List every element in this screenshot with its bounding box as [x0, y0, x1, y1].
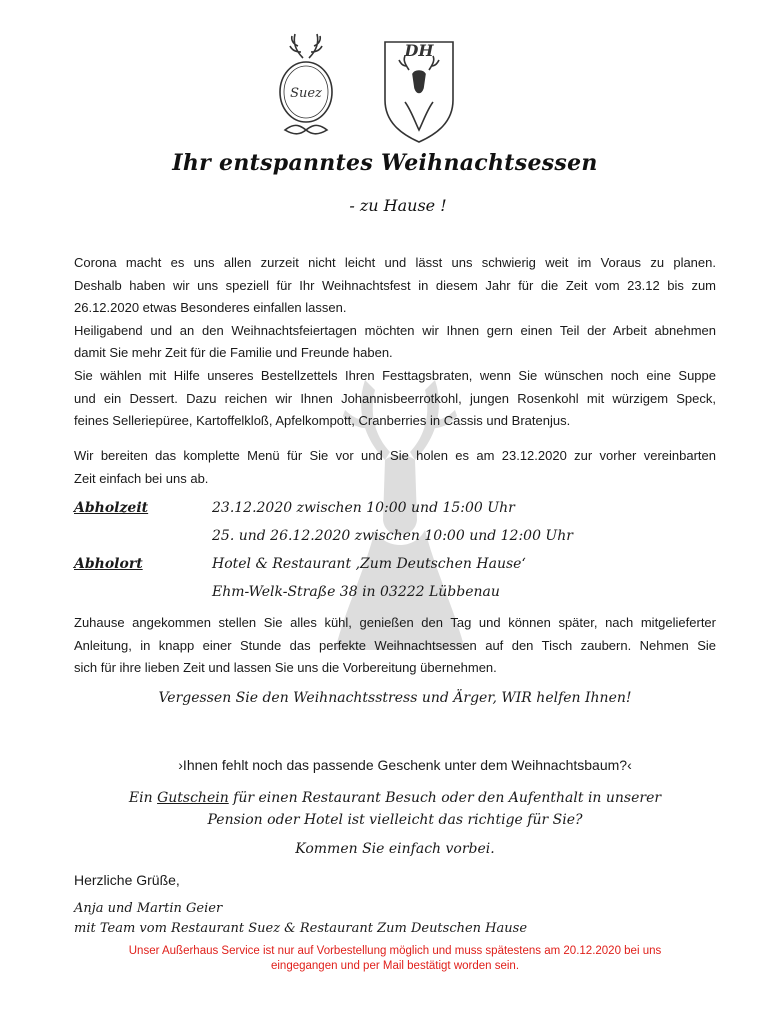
- slogan: Vergessen Sie den Weihnachtsstress und Ärger, WIR helfen Ihnen!: [158, 690, 632, 706]
- at-home-paragraph: [74, 612, 716, 680]
- restaurant-logos: [265, 30, 475, 150]
- order-notice-line: eingegangen und per Mail bestätigt worden sein.: [270, 959, 520, 972]
- dh-logo-text: DH: [404, 41, 434, 60]
- suez-logo: [280, 34, 332, 134]
- pickup-place-row: [74, 556, 716, 582]
- gift-offer: [0, 787, 770, 831]
- pickup-place-row: [74, 584, 716, 610]
- pickup-place-value: Hotel & Restaurant ‚Zum Deutschen Hause‘: [212, 556, 526, 572]
- intro-line: 26.12.2020 etwas Besonderes einfallen lassen.: [74, 300, 347, 316]
- come-by-text: Kommen Sie einfach vorbei.: [295, 841, 495, 857]
- at-home-line: sich für ihre lieben Zeit und lassen Sie uns die Vorbereitung übernehmen.: [74, 660, 497, 676]
- pickup-intro-paragraph: [74, 445, 716, 490]
- intro-line: Sie wählen mit Hilfe unseres Bestellzettels Ihren Festtagsbraten, wenn Sie wünschen noch eine Suppe: [74, 367, 716, 383]
- pickup-place-label: Abholort: [74, 556, 143, 572]
- intro-line: feines Selleriepüree, Kartoffelkloß, Apfelkompott, Cranberries in Cassis und Bratenjus.: [74, 413, 571, 429]
- pickup-intro-line: Wir bereiten das komplette Menü für Sie vor und Sie holen es am 23.12.2020 zur vorher vereinbarten: [74, 448, 716, 463]
- pickup-intro-line: Zeit einfach bei uns ab.: [74, 470, 209, 486]
- gift-voucher-word: Gutschein: [157, 790, 229, 806]
- gift-offer-line2: Pension oder Hotel ist vielleicht das richtige für Sie?: [207, 812, 583, 828]
- intro-paragraph: [74, 252, 716, 433]
- signature: [74, 899, 527, 939]
- signature-names: Anja und Martin Geier: [74, 901, 223, 916]
- pickup-address-value: Ehm-Welk-Straße 38 in 03222 Lübbenau: [212, 584, 500, 600]
- suez-logo-text: Suez: [290, 86, 322, 101]
- at-home-line: Anleitung, in knapp einer Stunde das perfekte Weihnachtsessen auf den Tisch zaubern. Nehmen Sie: [74, 637, 716, 653]
- intro-line: Corona macht es uns allen zurzeit nicht leicht und lässt uns schwierig weit im Voraus zu planen.: [74, 255, 716, 270]
- order-notice: [74, 944, 716, 973]
- order-notice-line: Unser Außerhaus Service ist nur auf Vorbestellung möglich und muss spätestens am 20.12.2020 bei uns: [128, 945, 662, 957]
- page-title: Ihr entspanntes Weihnachtsessen: [172, 150, 598, 176]
- pickup-time-row: [74, 528, 716, 554]
- gift-question: ›Ihnen fehlt noch das passende Geschenk unter dem Weihnachtsbaum?‹: [178, 757, 632, 773]
- pickup-time-label: Abholzeit: [74, 500, 149, 516]
- pickup-time-value: 23.12.2020 zwischen 10:00 und 15:00 Uhr: [212, 500, 515, 516]
- intro-line: damit Sie mehr Zeit für die Familie und Freunde haben.: [74, 345, 393, 361]
- pickup-time-row: [74, 500, 716, 526]
- signature-team: mit Team vom Restaurant Suez & Restaurant Zum Deutschen Hause: [74, 921, 528, 936]
- pickup-time-value: 25. und 26.12.2020 zwischen 10:00 und 12:00 Uhr: [212, 528, 573, 544]
- gift-offer-rest: für einen Restaurant Besuch oder den Aufenthalt in unserer: [228, 790, 662, 806]
- page-subtitle: - zu Hause !: [349, 196, 447, 215]
- at-home-line: Zuhause angekommen stellen Sie alles kühl, genießen den Tag und können später, nach mitgelieferter: [74, 615, 716, 630]
- gift-offer-prefix: Ein: [128, 790, 158, 806]
- greeting: Herzliche Grüße,: [74, 872, 180, 888]
- intro-line: Deshalb haben wir uns speziell für Ihr Weihnachtsfest in diesem Jahr für die Zeit vom 23.12 bis zum: [74, 277, 716, 293]
- dh-logo: [385, 41, 453, 142]
- intro-line: und ein Dessert. Dazu reichen wir Ihnen Johannisbeerrotkohl, jungen Rosenkohl mit würzigem Speck,: [74, 390, 716, 406]
- intro-line: Heiligabend und an den Weihnachtsfeiertagen möchten wir Ihnen gern einen Teil der Arbeit abnehmen: [74, 322, 716, 338]
